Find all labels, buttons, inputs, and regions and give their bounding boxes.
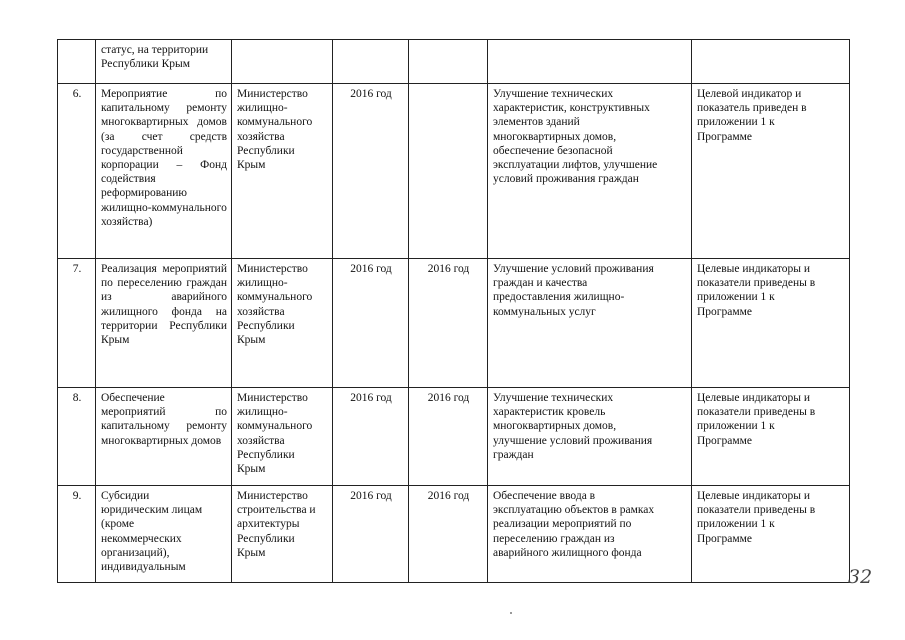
row-number: 7.	[58, 259, 96, 388]
event-cell: Обеспечение мероприятий по капитальному ремонту многоквартирных домов	[96, 388, 232, 486]
executor-cell: Министерство жилищно- коммунального хозяйства Республики Крым	[232, 388, 333, 486]
indicator-cell	[692, 40, 850, 84]
result-cell: Улучшение технических характеристик кровель многоквартирных домов, улучшение условий проживания граждан	[488, 388, 692, 486]
indicator-cell: Целевые индикаторы и показатели приведены в приложении 1 к Программе	[692, 486, 850, 583]
end-year-cell	[409, 84, 488, 259]
measures-table	[57, 39, 850, 583]
event-cell: Мероприятие по капитальному ремонту многоквартирных домов (за счет средств государственной корпорации – Фонд содействия реформированию жилищно-коммунального хозяйства)	[96, 84, 232, 259]
table-row	[58, 40, 850, 84]
end-year-cell	[409, 40, 488, 84]
executor-cell: Министерство строительства и архитектуры Республики Крым	[232, 486, 333, 583]
table-row	[58, 388, 850, 486]
event-cell: Реализация мероприятий по переселению граждан из аварийного жилищного фонда на территории Республики Крым	[96, 259, 232, 388]
indicator-cell: Целевой индикатор и показатель приведен в приложении 1 к Программе	[692, 84, 850, 259]
executor-cell	[232, 40, 333, 84]
result-cell	[488, 40, 692, 84]
end-year-cell: 2016 год	[409, 259, 488, 388]
executor-cell: Министерство жилищно- коммунального хозяйства Республики Крым	[232, 259, 333, 388]
start-year-cell: 2016 год	[333, 84, 409, 259]
scan-speck	[510, 612, 512, 614]
result-cell: Обеспечение ввода в эксплуатацию объектов в рамках реализации мероприятий по переселению граждан из аварийного жилищного фонда	[488, 486, 692, 583]
page-number: 32	[848, 566, 873, 588]
result-cell: Улучшение технических характеристик, конструктивных элементов зданий многоквартирных домов, обеспечение безопасной эксплуатации лифтов, улучшение условий проживания граждан	[488, 84, 692, 259]
row-number	[58, 40, 96, 84]
row-number: 8.	[58, 388, 96, 486]
table-row	[58, 259, 850, 388]
table-row	[58, 84, 850, 259]
start-year-cell: 2016 год	[333, 486, 409, 583]
event-cell: Субсидии юридическим лицам (кроме некоммерческих организаций), индивидуальным	[96, 486, 232, 583]
start-year-cell: 2016 год	[333, 388, 409, 486]
table-row	[58, 486, 850, 583]
end-year-cell: 2016 год	[409, 486, 488, 583]
event-cell: статус, на территории Республики Крым	[96, 40, 232, 84]
row-number: 6.	[58, 84, 96, 259]
start-year-cell	[333, 40, 409, 84]
row-number: 9.	[58, 486, 96, 583]
indicator-cell: Целевые индикаторы и показатели приведены в приложении 1 к Программе	[692, 388, 850, 486]
result-cell: Улучшение условий проживания граждан и качества предоставления жилищно- коммунальных услуг	[488, 259, 692, 388]
start-year-cell: 2016 год	[333, 259, 409, 388]
end-year-cell: 2016 год	[409, 388, 488, 486]
indicator-cell: Целевые индикаторы и показатели приведены в приложении 1 к Программе	[692, 259, 850, 388]
executor-cell: Министерство жилищно- коммунального хозяйства Республики Крым	[232, 84, 333, 259]
